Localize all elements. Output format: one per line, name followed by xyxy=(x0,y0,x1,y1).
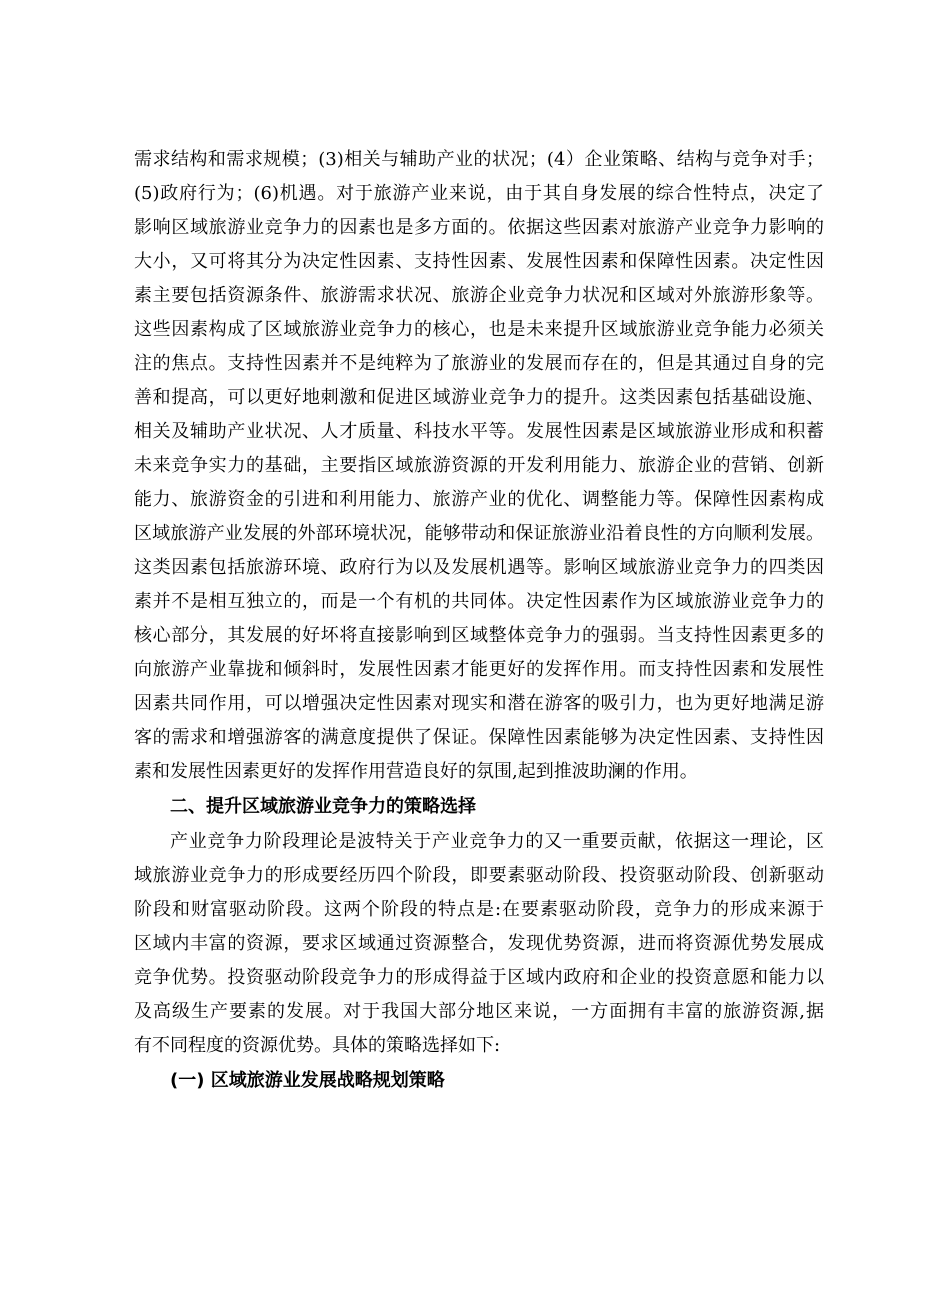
text-line: 核心部分，其发展的好坏将直接影响到区域整体竞争力的强弱。当支持性因素更多的 xyxy=(134,625,824,646)
text-line: 未来竞争实力的基础，主要指区域旅游资源的开发利用能力、旅游企业的营销、创新 xyxy=(134,455,824,476)
subsection-heading: (一) 区域旅游业发展战略规划策略 xyxy=(170,1070,445,1091)
text-line: 产业竞争力阶段理论是波特关于产业竞争力的又一重要贡献，依据这一理论，区 xyxy=(170,831,824,852)
text-line: 区域旅游产业发展的外部环境状况，能够带动和保证旅游业沿着良性的方向顺利发展。 xyxy=(134,523,824,544)
text-line: (5)政府行为；(6)机遇。对于旅游产业来说，由于其自身发展的综合性特点，决定了 xyxy=(134,183,824,204)
section-heading: 二、提升区域旅游业竞争力的策略选择 xyxy=(170,796,476,817)
text-line: 素和发展性因素更好的发挥作用营造良好的氛围,起到推波助澜的作用。 xyxy=(134,761,698,782)
text-line: 有不同程度的资源优势。具体的策略选择如下: xyxy=(134,1035,501,1056)
text-line: 这类因素包括旅游环境、政府行为以及发展机遇等。影响区域旅游业竞争力的四类因 xyxy=(134,557,824,578)
text-line: 因素共同作用，可以增强决定性因素对现实和潜在游客的吸引力，也为更好地满足游 xyxy=(134,693,824,714)
text-line: 域旅游业竞争力的形成要经历四个阶段，即要素驱动阶段、投资驱动阶段、创新驱动 xyxy=(134,865,824,886)
text-line: 注的焦点。支持性因素并不是纯粹为了旅游业的发展而存在的，但是其通过自身的完 xyxy=(134,353,824,374)
text-line: 素主要包括资源条件、旅游需求状况、旅游企业竞争力状况和区域对外旅游形象等。 xyxy=(134,285,824,306)
text-line: 客的需求和增强游客的满意度提供了保证。保障性因素能够为决定性因素、支持性因 xyxy=(134,727,824,748)
text-line: 这些因素构成了区域旅游业竞争力的核心，也是未来提升区域旅游业竞争能力必须关 xyxy=(134,319,824,340)
text-line: 素并不是相互独立的，而是一个有机的共同体。决定性因素作为区域旅游业竞争力的 xyxy=(134,591,824,612)
text-line: 大小，又可将其分为决定性因素、支持性因素、发展性因素和保障性因素。决定性因 xyxy=(134,251,824,272)
text-line: 需求结构和需求规模；(3)相关与辅助产业的状况；(4）企业策略、结构与竞争对手； xyxy=(134,149,824,170)
text-line: 向旅游产业靠拢和倾斜时，发展性因素才能更好的发挥作用。而支持性因素和发展性 xyxy=(134,659,824,680)
text-line: 善和提高，可以更好地刺激和促进区域游业竞争力的提升。这类因素包括基础设施、 xyxy=(134,387,824,408)
text-line: 竞争优势。投资驱动阶段竞争力的形成得益于区域内政府和企业的投资意愿和能力以 xyxy=(134,967,824,988)
text-line: 相关及辅助产业状况、人才质量、科技水平等。发展性因素是区域旅游业形成和积蓄 xyxy=(134,421,824,442)
text-line: 区域内丰富的资源，要求区域通过资源整合，发现优势资源，进而将资源优势发展成 xyxy=(134,933,824,954)
text-line: 能力、旅游资金的引进和利用能力、旅游产业的优化、调整能力等。保障性因素构成 xyxy=(134,489,824,510)
text-line: 阶段和财富驱动阶段。这两个阶段的特点是:在要素驱动阶段，竞争力的形成来源于 xyxy=(134,899,824,920)
text-line: 影响区域旅游业竞争力的因素也是多方面的。依据这些因素对旅游产业竞争力影响的 xyxy=(134,217,824,238)
text-line: 及高级生产要素的发展。对于我国大部分地区来说，一方面拥有丰富的旅游资源,据 xyxy=(134,1001,824,1022)
